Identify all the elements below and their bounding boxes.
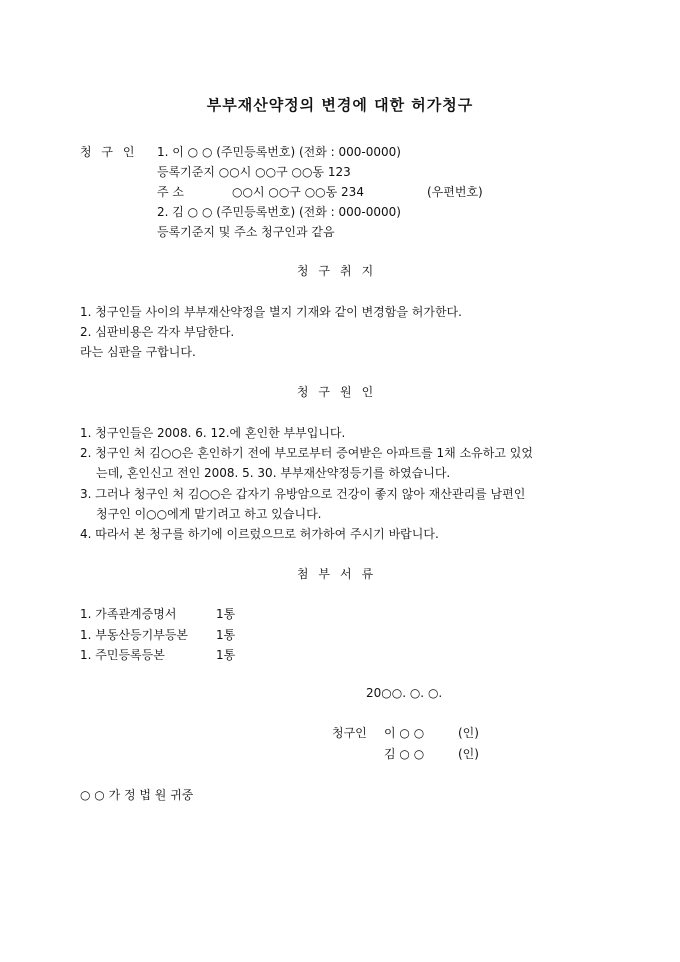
cause-item-2-line-1: 2. 청구인 처 김○○은 혼인하기 전에 부모로부터 증여받은 아파트를 1채 소유하고 있었 [80, 446, 533, 460]
attachment-2-count: 1통 [216, 628, 236, 642]
claimant-label: 청 구 인 [80, 145, 138, 159]
signature-claimant-1-seal: (인) [458, 726, 479, 740]
attachment-2-name: 1. 부동산등기부등본 [80, 628, 189, 642]
signature-claimant-1-name: 이 ○ ○ [384, 726, 425, 740]
purpose-closing: 라는 심판을 구합니다. [80, 345, 196, 359]
attachments-heading: 첨부서류 [296, 567, 384, 581]
claimant-1-address-value: ○○시 ○○구 ○○동 234 [232, 185, 364, 199]
cause-item-1: 1. 청구인들은 2008. 6. 12.에 혼인한 부부입니다. [80, 426, 346, 440]
signature-label: 청구인 [332, 726, 367, 740]
claimant-2-line: 2. 김 ○ ○ (주민등록번호) (전화 : 000-0000) [157, 205, 401, 219]
cause-heading: 청구원인 [296, 385, 384, 399]
court-addressee: ○ ○ 가 정 법 원 귀중 [80, 788, 194, 802]
purpose-item-1: 1. 청구인들 사이의 부부재산약정을 별지 기재와 같이 변경함을 허가한다. [80, 305, 462, 319]
cause-item-3-line-1: 3. 그러나 청구인 처 김○○은 갑자기 유방암으로 건강이 좋지 않아 재산관리를 남편인 [80, 487, 526, 501]
claimant-1-registry: 등록기준지 ○○시 ○○구 ○○동 123 [157, 165, 351, 179]
attachment-3-count: 1통 [216, 648, 236, 662]
purpose-heading: 청구취지 [296, 264, 384, 278]
cause-item-2-line-2: 는데, 혼인신고 전인 2008. 5. 30. 부부재산약정등기를 하였습니다. [96, 466, 451, 480]
cause-item-4: 4. 따라서 본 청구를 하기에 이르렀으므로 허가하여 주시기 바랍니다. [80, 527, 439, 541]
claimant-1-line: 1. 이 ○ ○ (주민등록번호) (전화 : 000-0000) [157, 145, 401, 159]
signature-claimant-2-seal: (인) [458, 747, 479, 761]
attachment-3-name: 1. 주민등록등본 [80, 648, 165, 662]
attachment-1-count: 1통 [216, 607, 236, 621]
claimant-1-postal-code: (우편번호) [427, 185, 483, 199]
cause-item-3-line-2: 청구인 이○○에게 맡기려고 하고 있습니다. [96, 507, 322, 521]
claimant-1-address-label: 주 소 [157, 185, 184, 199]
signature-claimant-2-name: 김 ○ ○ [384, 747, 425, 761]
claimant-2-registry-address: 등록기준지 및 주소 청구인과 같음 [157, 225, 335, 239]
document-date: 20○○. ○. ○. [366, 686, 443, 700]
purpose-item-2: 2. 심판비용은 각자 부담한다. [80, 325, 235, 339]
document-title: 부부재산약정의 변경에 대한 허가청구 [206, 96, 474, 114]
attachment-1-name: 1. 가족관계증명서 [80, 607, 177, 621]
